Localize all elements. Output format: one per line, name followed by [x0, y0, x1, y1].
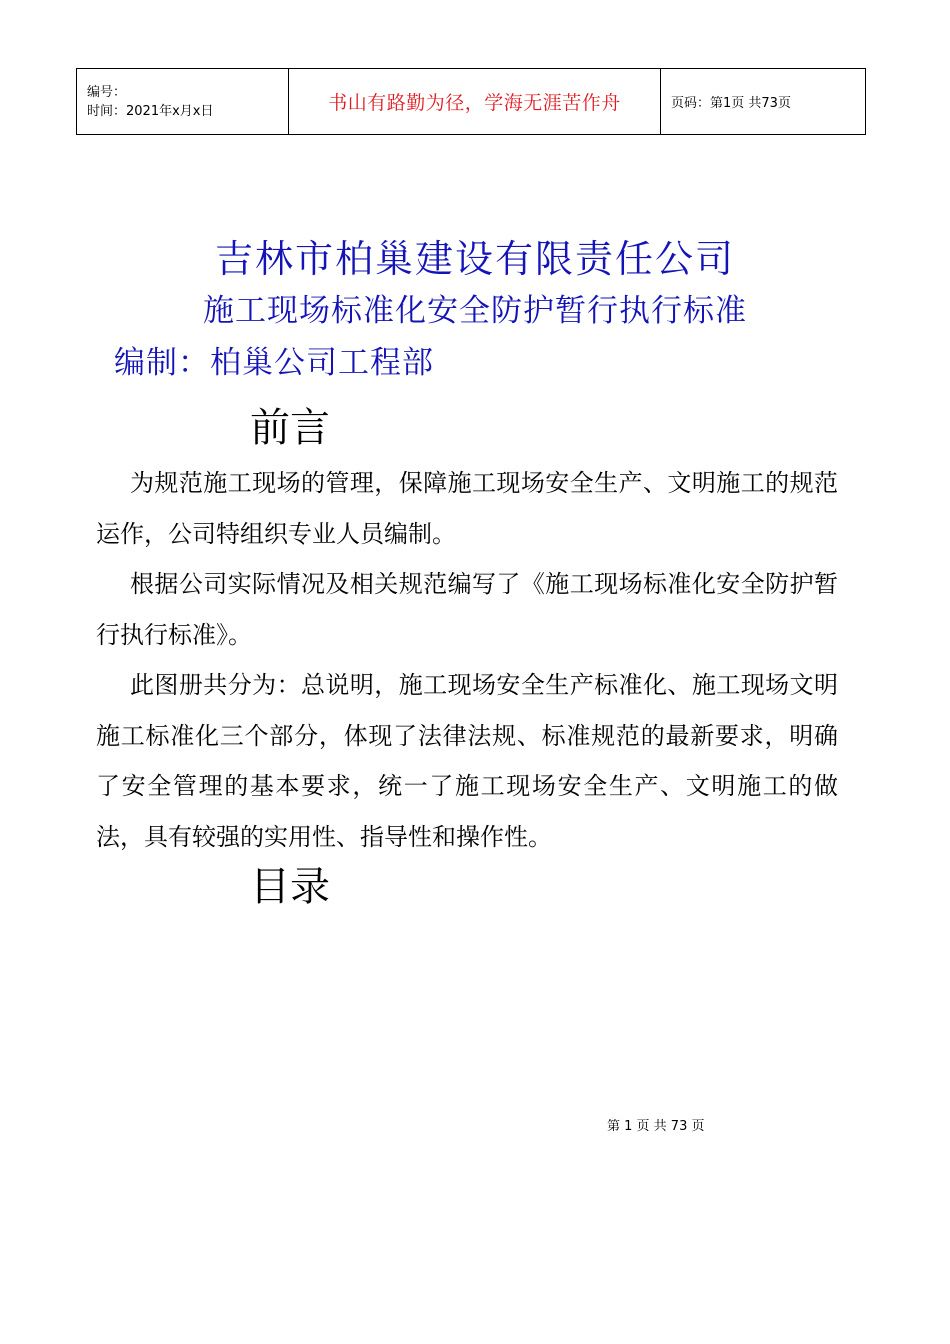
header-page-code: 页码：第1页 共73页	[661, 69, 866, 135]
company-title: 吉林市柏巢建设有限责任公司	[214, 237, 735, 281]
paragraph: 根据公司实际情况及相关规范编写了《施工现场标准化安全防护暂行执行标准》。	[96, 570, 838, 649]
toc-heading: 目录	[250, 864, 330, 910]
preface-body	[96, 458, 838, 862]
date-text: 时间：2021年x月x日	[87, 103, 214, 119]
preface-heading: 前言	[250, 405, 330, 451]
footer-page-number: 第 1 页 共 73 页	[607, 1119, 705, 1134]
header-table	[76, 68, 866, 135]
header-motto: 书山有路勤为径，学海无涯苦作舟	[289, 69, 661, 135]
header-meta-cell	[77, 69, 289, 135]
paragraph: 为规范施工现场的管理，保障施工现场安全生产、文明施工的规范运作，公司特组织专业人员编制。	[96, 469, 838, 548]
editor-line: 编制：柏巢公司工程部	[114, 345, 434, 381]
serial-label: 编号：	[87, 84, 127, 100]
document-title: 施工现场标准化安全防护暂行执行标准	[203, 293, 747, 329]
paragraph: 此图册共分为：总说明，施工现场安全生产标准化、施工现场文明施工标准化三个部分，体现了法律法规、标准规范的最新要求，明确了安全管理的基本要求，统一了施工现场安全生产、文明施工的做法，具有较强的实用性、指导性和操作性。	[96, 671, 838, 851]
